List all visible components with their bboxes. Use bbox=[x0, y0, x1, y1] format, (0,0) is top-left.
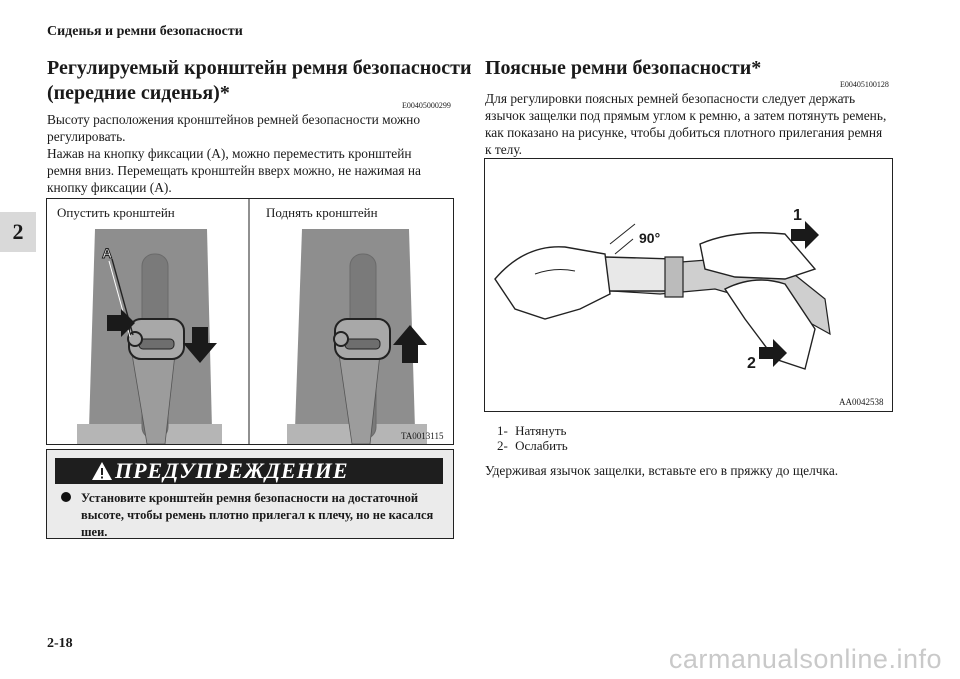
warning-title: ПРЕДУПРЕЖДЕНИЕ bbox=[115, 458, 349, 483]
bullet-icon bbox=[61, 492, 71, 502]
arrow-2-label: 2 bbox=[747, 355, 756, 372]
left-para-line: Нажав на кнопку фиксации (A), можно переместить кронштейн bbox=[47, 146, 412, 161]
warning-box bbox=[46, 449, 454, 539]
warning-text: Установите кронштейн ремня безопасности на достаточной высоте, чтобы ремень плотно прилегал к плечу, но не касался шеи. bbox=[81, 491, 434, 539]
list-item bbox=[497, 438, 568, 454]
pillar-down-panel bbox=[77, 229, 222, 444]
right-para-line: Для регулировки поясных ремней безопасности следует держать bbox=[485, 91, 856, 106]
chapter-tab: 2 bbox=[0, 212, 36, 252]
warning-triangle-icon bbox=[91, 461, 113, 481]
left-heading-line1: Регулируемый кронштейн ремня безопасности bbox=[47, 57, 472, 79]
figure-code-right: AA0042538 bbox=[839, 397, 884, 407]
list-num: 1- bbox=[497, 423, 508, 438]
left-para-line: кнопку фиксации (A). bbox=[47, 180, 172, 195]
left-paragraph bbox=[47, 111, 421, 196]
right-paragraph bbox=[485, 90, 886, 158]
list-text: Натянуть bbox=[515, 423, 567, 438]
page-number: 2-18 bbox=[47, 636, 73, 651]
right-footer-text: Удерживая язычок защелки, вставьте его в пряжку до щелчка. bbox=[485, 463, 839, 478]
left-para-line: ремня вниз. Перемещать кронштейн вверх можно, не нажимая на bbox=[47, 163, 421, 178]
label-lower-anchor: Опустить кронштейн bbox=[57, 205, 175, 220]
label-button-a: A bbox=[102, 245, 113, 261]
left-section-code: E00405000299 bbox=[402, 101, 451, 110]
warning-title-bar bbox=[55, 458, 443, 484]
pillar-up-panel bbox=[287, 229, 427, 444]
right-heading: Поясные ремни безопасности* bbox=[485, 57, 762, 79]
right-para-line: как показано на рисунке, чтобы добиться плотного прилегания ремня bbox=[485, 125, 883, 140]
label-raise-anchor: Поднять кронштейн bbox=[266, 205, 378, 220]
angle-label: 90° bbox=[639, 230, 661, 246]
seatbelt-anchor-figure bbox=[46, 198, 454, 445]
figure-code-left: TA0013115 bbox=[401, 431, 444, 441]
right-para-line: язычок защелки под прямым углом к ремню, а затем потянуть ремень, bbox=[485, 108, 887, 123]
lap-belt-figure bbox=[484, 158, 893, 412]
left-para-line: Высоту расположения кронштейнов ремней безопасности можно bbox=[47, 112, 421, 127]
left-heading-line2: (передние сиденья)* bbox=[47, 82, 230, 104]
list-num: 2- bbox=[497, 438, 508, 453]
list-item bbox=[497, 423, 566, 439]
list-text: Ослабить bbox=[515, 438, 568, 453]
right-para-line: к телу. bbox=[485, 142, 523, 157]
watermark: carmanualsonline.info bbox=[668, 644, 942, 674]
seatbelt-anchor-illustration bbox=[47, 199, 453, 444]
lap-belt-illustration bbox=[485, 159, 892, 411]
left-para-line: регулировать. bbox=[47, 129, 126, 144]
arrow-1-label: 1 bbox=[793, 207, 802, 224]
page-header-title: Сиденья и ремни безопасности bbox=[47, 24, 243, 39]
right-section-code: E00405100128 bbox=[840, 80, 889, 89]
